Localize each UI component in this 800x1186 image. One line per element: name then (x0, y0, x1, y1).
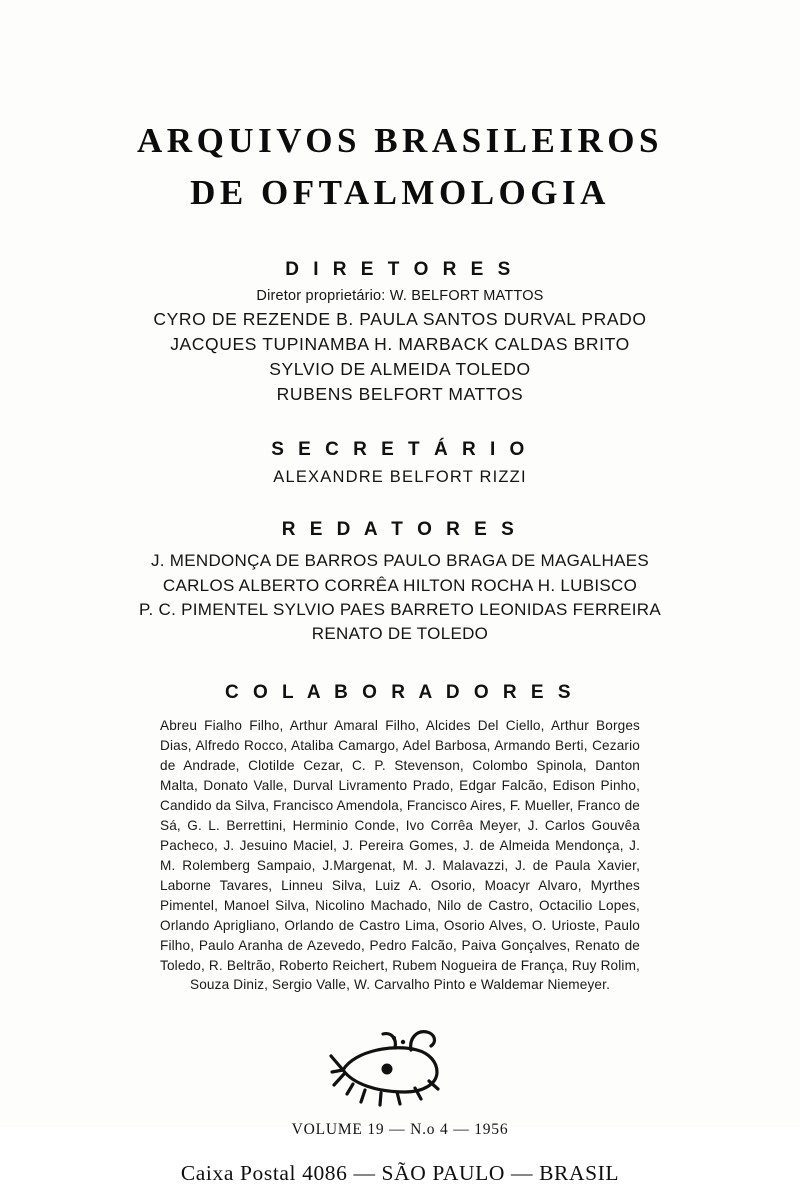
section-heading-collaborators: C O L A B O R A D O R E S (224, 681, 576, 703)
directors-row: SYLVIO DE ALMEIDA TOLEDO (269, 358, 531, 379)
section-heading-editors: R E D A T O R E S (281, 519, 519, 541)
journal-title-line-1: ARQUIVOS BRASILEIROS (137, 121, 663, 160)
director-owner-line: Diretor proprietário: W. BELFORT MATTOS (256, 288, 544, 304)
directors-name-list (100, 307, 700, 406)
editors-name-list (100, 549, 700, 646)
editors-row: J. MENDONÇA DE BARROS PAULO BRAGA DE MAGALHAES (150, 551, 650, 571)
directors-row: JACQUES TUPINAMBA H. MARBACK CALDAS BRITO (170, 333, 630, 354)
editors-row: P. C. PIMENTEL SYLVIO PAES BARRETO LEONIDAS FERREIRA (139, 599, 661, 619)
section-heading-secretary: S E C R E T Á R I O (271, 439, 529, 461)
directors-row: RUBENS BELFORT MATTOS (276, 383, 524, 404)
editors-row: CARLOS ALBERTO CORRÊA HILTON ROCHA H. LUBISCO (162, 575, 638, 595)
logo-container (100, 1021, 700, 1113)
volume-issue-line: VOLUME 19 — N.o 4 — 1956 (291, 1121, 509, 1139)
directors-row: CYRO DE REZENDE B. PAULA SANTOS DURVAL PRADO (153, 309, 647, 329)
editors-row: RENATO DE TOLEDO (311, 623, 489, 643)
collaborators-list: Abreu Fialho Filho, Arthur Amaral Filho, Alcides Del Ciello, Arthur Borges Dias, Alfredo Rocco, Ataliba Camargo, Adel Barbosa, Armando Berti, Cezario de Andrade, Clotilde Cezar, C. P. Stevenson, Colombo Spinola, Danton Malta, Donato Valle, Durval Livramento Prado, Edgar Falcão, Edison Pinho, Candido da Silva, Francisco Amendola, Francisco Aires, F. Mueller, Franco de Sá, G. L. Berrettini, Herminio Conde, Ivo Corrêa Meyer, J. Carlos Gouvêa Pacheco, J. Jesuino Maciel, J. Pereira Gomes, J. de Almeida Mendonça, J. M. Rolemberg Sampaio, J.Margenat, M. J. Malavazzi, J. de Paula Xavier, Laborne Tavares, Linneu Silva, Luiz A. Osorio, Moacyr Alvaro, Myrthes Pimentel, Manoel Silva, Nicolino Machado, Nilo de Castro, Octacilio Lopes, Orlando Aprigliano, Orlando de Castro Lima, Osorio Alves, O. Urioste, Paulo Filho, Paulo Aranha de Azevedo, Pedro Falcão, Paiva Gonçalves, Renato de Toledo, R. Beltrão, Roberto Reichert, Rubem Nogueira de França, Ruy Rolim, Souza Diniz, Sergio Valle, W. Carvalho Pinto e Waldemar Niemeyer. (160, 717, 640, 993)
address-line: Caixa Postal 4086 — SÃO PAULO — BRASIL (180, 1161, 620, 1186)
journal-title-line-2: DE OFTALMOLOGIA (190, 172, 610, 212)
section-heading-directors: D I R E T O R E S (285, 259, 515, 280)
page-title (100, 118, 700, 215)
eye-emblem-logo (325, 1022, 475, 1112)
secretary-name: ALEXANDRE BELFORT RIZZI (273, 468, 527, 487)
